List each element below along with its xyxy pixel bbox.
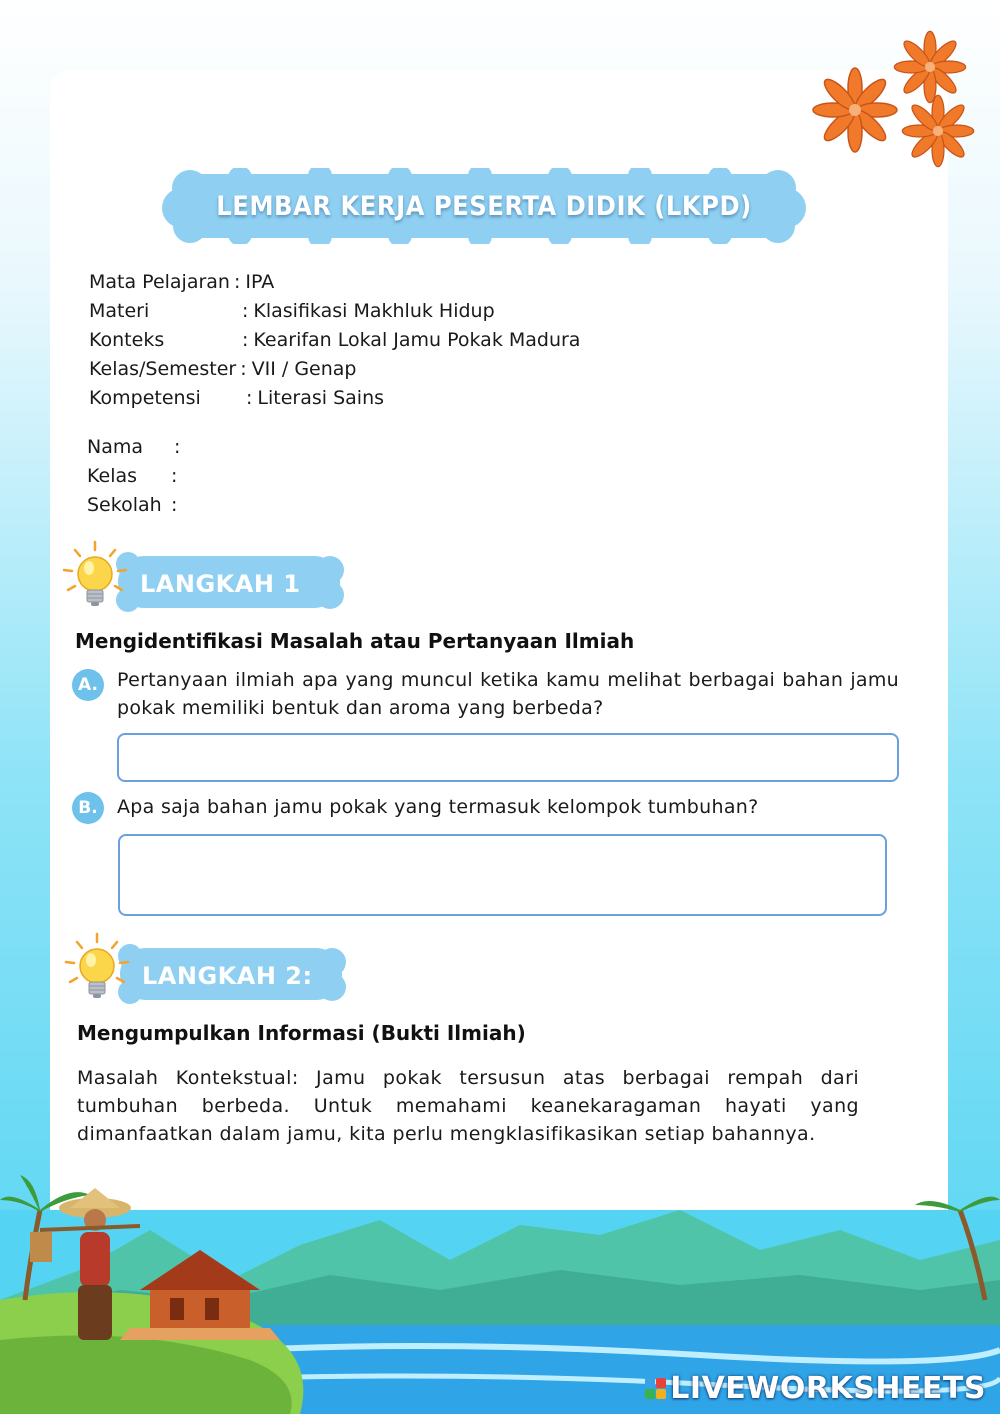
info-row-competence: Kompetensi : Literasi Sains [89, 387, 385, 409]
info-row-subject: Mata Pelajaran : IPA [89, 271, 275, 293]
question-b-badge: B. [72, 792, 104, 824]
identity-class: Kelas : [87, 465, 178, 487]
brand-name: LIVEWORKSHEETS [670, 1371, 986, 1406]
student-identity [87, 433, 180, 520]
step-1-heading: Mengidentifikasi Masalah atau Pertanyaan Ilmiah [75, 629, 635, 653]
flower-icon [810, 25, 980, 175]
step-2-banner [60, 932, 350, 1007]
answer-a-input[interactable] [117, 733, 899, 782]
subject-info [89, 268, 580, 413]
liveworksheets-brand [645, 1371, 986, 1406]
page-title: LEMBAR KERJA PESERTA DIDIK (LKPD) [216, 190, 752, 222]
info-row-class-semester: Kelas/Semester : VII / Genap [89, 358, 357, 380]
step-2-heading: Mengumpulkan Informasi (Bukti Ilmiah) [77, 1021, 526, 1045]
question-b-text: Apa saja bahan jamu pokak yang termasuk kelompok tumbuhan? [117, 796, 759, 818]
context-paragraph: Masalah Kontekstual: Jamu pokak tersusun atas berbagai rempah dari tumbuhan berbeda. Untuk memahami keanekaragaman hayati yang dimanfaatkan dalam jamu, kita perlu mengklasifikasikan setiap bahannya. [77, 1067, 859, 1145]
step-2-label: LANGKAH 2: [142, 962, 313, 990]
step-1-banner [58, 540, 348, 615]
info-row-context: Konteks : Kearifan Lokal Jamu Pokak Madura [89, 329, 581, 351]
brand-logo-icon [645, 1378, 666, 1399]
info-row-material: Materi : Klasifikasi Makhluk Hidup [89, 300, 495, 322]
identity-name: Nama : [87, 436, 181, 458]
answer-b-input[interactable] [118, 834, 887, 916]
question-a-text: Pertanyaan ilmiah apa yang muncul ketika kamu melihat berbagai bahan jamu pokak memiliki bentuk dan aroma yang berbeda? [117, 669, 899, 719]
step-1-label: LANGKAH 1 [140, 570, 301, 598]
question-a-badge: A. [72, 669, 104, 701]
identity-school: Sekolah : [87, 494, 178, 516]
